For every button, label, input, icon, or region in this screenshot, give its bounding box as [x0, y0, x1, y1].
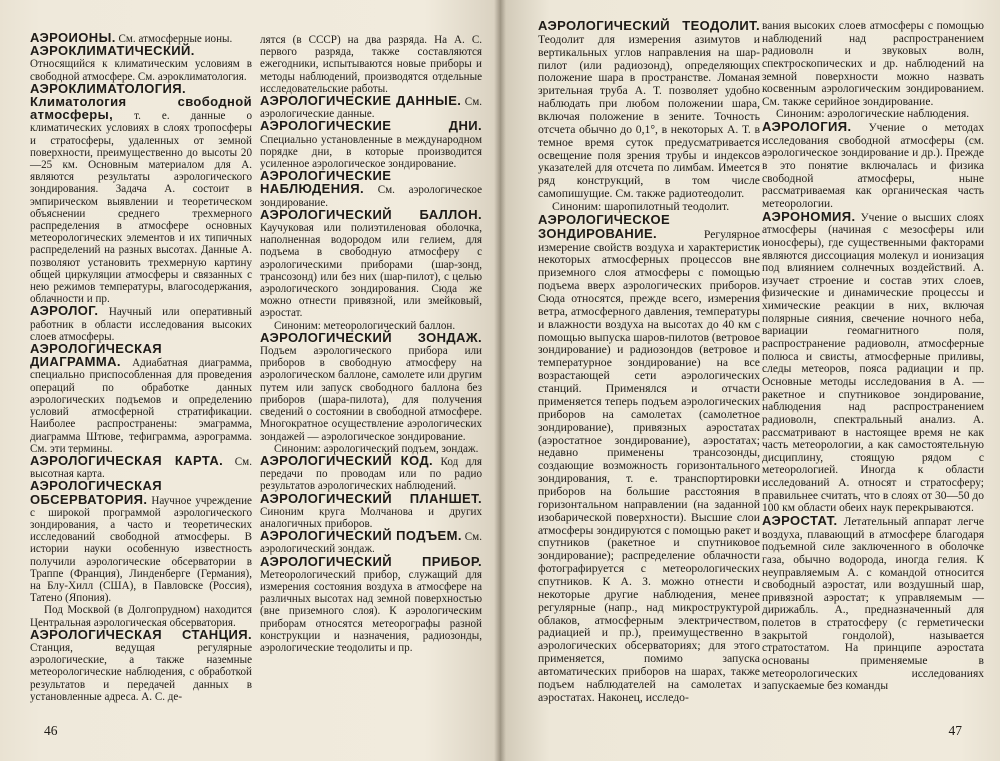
entry-text: Учение о высших слоях атмосферы (начиная с мезосферы или ионосферы), где существенными факторами являются диссоциация молекул и ионизация под влиянием солнечных воздействий. А. изучает строение и состав этих слоев, физические и динамические процессы и химические реакции в них, включая полярные сияния, свечение ночного неба, вариации геомагнитного поля, распространение радиоволн, атмосферные полюса и свисты, атмосферные приливы, следы метеоров, пояса радиации и пр. Основные методы исследования в А. — ракетное и спутниковое зондирование, наблюдения над распространением радиоволн, спектральный анализ. А. рассматривают в настоящее время не как часть метеорологии, а как самостоятельную дисциплину, стоящую рядом с метеорологией. Иногда к области исследований А. относят и стратосферу; правильнее считать, что в слоях от 30—50 до 100 км области обеих наук перекрываются. [762, 211, 984, 515]
entry-headword: АЭРОЛОГИЧЕСКИЙ ПОДЪЕМ. [260, 528, 462, 544]
dictionary-entry [260, 452, 482, 493]
entry-text: Научное учреждение с широкой программой аэрологического зондирования, а часто и теоретических исследований свободной атмосферы. В истории науки особенную известность получили аэрологические обсерватории в Траппе (Франция), Линденберге (Германия), на Блу-Хилл (США), в Павловске (Россия), Татено (Япония). [30, 494, 252, 605]
column-1 [30, 32, 252, 703]
entry-text: Летательный аппарат легче воздуха, плавающий в атмосфере благодаря подъемной силе заключенного в оболочке газа, обычно водорода, иногда гелия. К неуправляемым А. с командой относится свободный аэростат, или воздушный шар, привязной аэростат; к управляемым — дирижабль. А., предназначенный для полетов в стратосферу (с герметически закрытой гондолой), называется стратостатом. На принципе аэростата основаны применяемые в метеорологических исследованиях запускаемые без команды [762, 515, 985, 693]
entry-text: См. аэрологическое зондирование. [260, 184, 482, 209]
entry-text: Код для передачи по проводам или по радио результатов аэрологических наблюдений. [260, 455, 482, 493]
entry-headword: АЭРОКЛИМАТИЧЕСКИЙ. [30, 43, 195, 59]
dictionary-entry [30, 343, 252, 455]
entry-headword: АЭРОЛОГИЧЕСКИЕ ДАННЫЕ. [260, 93, 462, 109]
dictionary-entry [260, 530, 482, 555]
dictionary-entry [538, 20, 760, 201]
dictionary-entry [762, 121, 984, 210]
entry-headword: АЭРОЛОГИЧЕСКИЙ КОД. [260, 452, 434, 468]
entry-text: Синоним круга Молчанова и других аналогичных приборов. [260, 505, 482, 530]
entry-text: вания высоких слоев атмосферы с помощью наблюдений над распространением радиоволн и звуковых волн, спектроскопических и др. наблюдений на земной поверхности можно назвать косвенным аэрологическим зондированием. См. также серийное зондирование. [762, 20, 984, 108]
entry-text: Регулярное измерение свойств воздуха и характеристик некоторых атмосферных процессов вне приземного слоя атмосферы с помощью подъема вверх аэрологических приборов. Сюда относятся, прежде всего, измерения ветра, атмосферного давления, температуры и влажности воздуха на высотах до 40 км с помощью выпуска шаров-пилотов (ветровое зондирование) и радиозондов (ветровое и температурное зондирование) на все возрастающей сети аэрологических станций. Применялся и отчасти применяется теперь подъем аэрологических приборов на самолетах (самолетное зондирование), привязных аэростатах (аэростатное зондирование), аэростатах; недавно применены трансозонды, создающие возможность горизонтального зондирования, т. е. транспортировки приборов на большие расстояния в горизонтальном направлении (на заданной изобарической поверхности). Высшие слои атмосферы зондируются с помощью ракет и спутников (ракетное и спутниковое зондирование); распределение облачности фотографируется с метеорологических спутников. К А. З. можно отнести и некоторые другие наблюдения, менее регулярные (напр., над микроструктурой облаков, атмосферным электричеством, радиацией и пр.), преимущественно в аэрологических обсерваториях; для этого применяется, помимо запуска автоматических приборов на шарах, также подъем наблюдателей на самолетах и аэростатах. Наконец, исследо- [538, 227, 760, 704]
entry-text: Метеорологический прибор, служащий для измерения состояния воздуха в атмосфере на различных высотах над земной поверхностью (вне приземного слоя). К аэрологическим приборам относятся метеорографы разной конструкции и назначения, радиозонды, аэрологические теодолиты и пр. [260, 568, 482, 654]
entry-headword: АЭРОЛОГИЯ. [762, 119, 852, 135]
dictionary-entry [260, 95, 482, 120]
entry-headword: АЭРОКЛИМАТОЛОГИЯ. Климатология свободной атмосферы, [30, 80, 252, 123]
entry-text: См. аэрологический зондаж. [260, 531, 482, 556]
entry-headword: АЭРОЛОГ. [30, 303, 99, 319]
entry-headword: АЭРОЛОГИЧЕСКИЙ ТЕОДОЛИТ. [538, 18, 760, 33]
dictionary-entry [538, 211, 760, 705]
dictionary-entry [762, 512, 985, 693]
entry-text: Теодолит для измерения азимутов и вертикальных углов направления на шар-пилот (или радиозонд), определяющих положение шара в пространстве. Ломаная зрительная труба А. Т. позволяет удобно наблюдать при любом положении шара, включая положение в зените. Точность отсчета обычно до 0,1°, в некоторых А. Т. в темное время суток предусматривается освещение поля зрения трубы и индексов указателей для отсчета по лимбам. Имеется ряд конструкций, в том числе самопишущие. См. также радиотеодолит. [538, 32, 760, 201]
entry-text: Подъем аэрологического прибора или приборов в свободную атмосферу на аэрологическом баллоне, самолете или другим путем или запуск свободного баллона без приборов (шара-пилота), для получения сведений о состоянии в свободной атмосфере. Многократное осуществление аэрологических зондажей — аэрологическое зондирование. [260, 345, 482, 443]
entry-text: Синоним: метеорологический баллон. [274, 319, 456, 332]
column-3 [538, 20, 760, 705]
entry-headword: АЭРОЛОГИЧЕСКАЯ КАРТА. [30, 452, 224, 468]
dictionary-entry [30, 480, 252, 604]
entry-text: т. е. данные о климатических условиях в слоях тропосферы и стратосферы, удаленных от земной поверхности, преимущественно до высоты 20—25 км. Основным материалом для А. являются результаты аэрологического зондирования. Задача А. состоит в эмпирическом выявлении и теоретическом объяснении среднего трехмерного распределения в атмосфере основных метеорологических элементов и их типичных распределений на разных высотах. Данные А. позволяют установить трехмерную картину общей циркуляции атмосферы и связанных с нею режимов температуры, влагосодержания, облачности и пр. [30, 110, 252, 306]
entry-headword: АЭРОЛОГИЧЕСКОЕ ЗОНДИРОВАНИЕ. [538, 211, 671, 241]
page-number: 46 [44, 723, 58, 738]
entry-headword: АЭРОЛОГИЧЕСКАЯ СТАНЦИЯ. [30, 626, 252, 642]
entry-headword: АЭРОЛОГИЧЕСКИЕ НАБЛЮДЕНИЯ. [260, 168, 392, 197]
dictionary-entry [260, 120, 482, 170]
dictionary-entry [762, 20, 984, 108]
entry-headword: АЭРОИОНЫ. [30, 30, 116, 45]
entry-headword: АЭРОЛОГИЧЕСКИЕ ДНИ. [260, 118, 482, 134]
entry-headword: АЭРОЛОГИЧЕСКАЯ ОБСЕРВАТОРИЯ. [30, 478, 163, 507]
entry-text: Синоним: шаропилотный теодолит. [552, 200, 730, 214]
dictionary-entry [30, 452, 252, 481]
dictionary-entry [260, 34, 482, 95]
entry-headword: АЭРОЛОГИЧЕСКИЙ ЗОНДАЖ. [260, 329, 482, 345]
page-number: 47 [948, 723, 962, 738]
entry-text: См. высотная карта. [30, 455, 252, 481]
entry-text: См. аэрологические данные. [260, 96, 482, 121]
dictionary-entry [30, 604, 252, 628]
dictionary-entry [762, 208, 984, 515]
entry-headword: АЭРОЛОГИЧЕСКИЙ ПЛАНШЕТ. [260, 490, 482, 506]
entry-text: Синоним: аэрологические наблюдения. [776, 108, 970, 121]
entry-text: См. атмосферные ионы. [118, 33, 233, 45]
entry-text: Адиабатная диаграмма, специально приспособленная для проведения операций по обработке данных аэрологических подъемов и определению условий атмосферной стратификации. Наиболее распространены: эмаграмма, диаграмма Штюве, тефиграмма, аэрограмма. См. эти термины. [30, 357, 252, 455]
entry-text: Синоним: аэрологический подъем, зондаж. [274, 442, 479, 455]
dictionary-entry [30, 626, 252, 703]
entry-headword: АЭРОСТАТ. [762, 512, 838, 528]
book-gutter [494, 0, 506, 761]
entry-text: Специально установленные в международном порядке дни, в которые производится усиленное аэрологическое зондирование. [260, 133, 482, 171]
column-4 [762, 20, 984, 693]
dictionary-entry [260, 490, 482, 531]
dictionary-entry [30, 80, 252, 306]
entry-text: лятся (в СССР) на два разряда. На А. С. первого разряда, также составляются ежегодники, испытываются новые приборы и методы наблюдений, производятся отдельные исследовательские работы. [260, 34, 482, 95]
entry-text: Под Москвой (в Долгопрудном) находится Центральная аэрологическая обсерватория. [30, 604, 252, 629]
entry-headword: АЭРОЛОГИЧЕСКИЙ БАЛЛОН. [260, 206, 482, 222]
entry-text: Каучуковая или полиэтиленовая оболочка, наполненная водородом или гелием, для подъема в свободную атмосферу с аэрологическими приборами (шар-зонд, трансозонд) или без них (шар-пилот), с целью аэрологического зондирования. Сюда же можно отнести привязной, или змейковый, аэростат. [260, 222, 482, 320]
column-2 [260, 34, 482, 654]
dictionary-entry [260, 329, 482, 443]
entry-headword: АЭРОНОМИЯ. [762, 208, 856, 224]
entry-text: Научный или оперативный работник в области исследования высоких слоев атмосферы. [30, 306, 252, 343]
entry-headword: АЭРОЛОГИЧЕСКАЯ ДИАГРАММА. [30, 341, 163, 370]
entry-headword: АЭРОЛОГИЧЕСКИЙ ПРИБОР. [260, 553, 482, 569]
dictionary-entry [30, 45, 252, 83]
entry-text: Учение о методах исследования свободной атмосферы (см. аэрологическое зондирование и др.). Прежде в это понятие включалась и физика свободной атмосферы, ныне рассматриваемая как органическая часть метеорологии. [762, 122, 984, 210]
entry-text: Относящийся к климатическим условиям в свободной атмосфере. См. аэроклиматология. [30, 58, 252, 83]
right-page [500, 0, 1000, 761]
dictionary-entry [260, 170, 482, 209]
entry-text: Станция, ведущая регулярные аэрологические, а также наземные метеорологические наблюдения, с обработкой результатов и передачей данных в установленные адреса. А. С. де- [30, 641, 252, 703]
dictionary-entry [260, 206, 482, 320]
dictionary-entry [30, 305, 252, 343]
dictionary-entry [260, 553, 482, 655]
